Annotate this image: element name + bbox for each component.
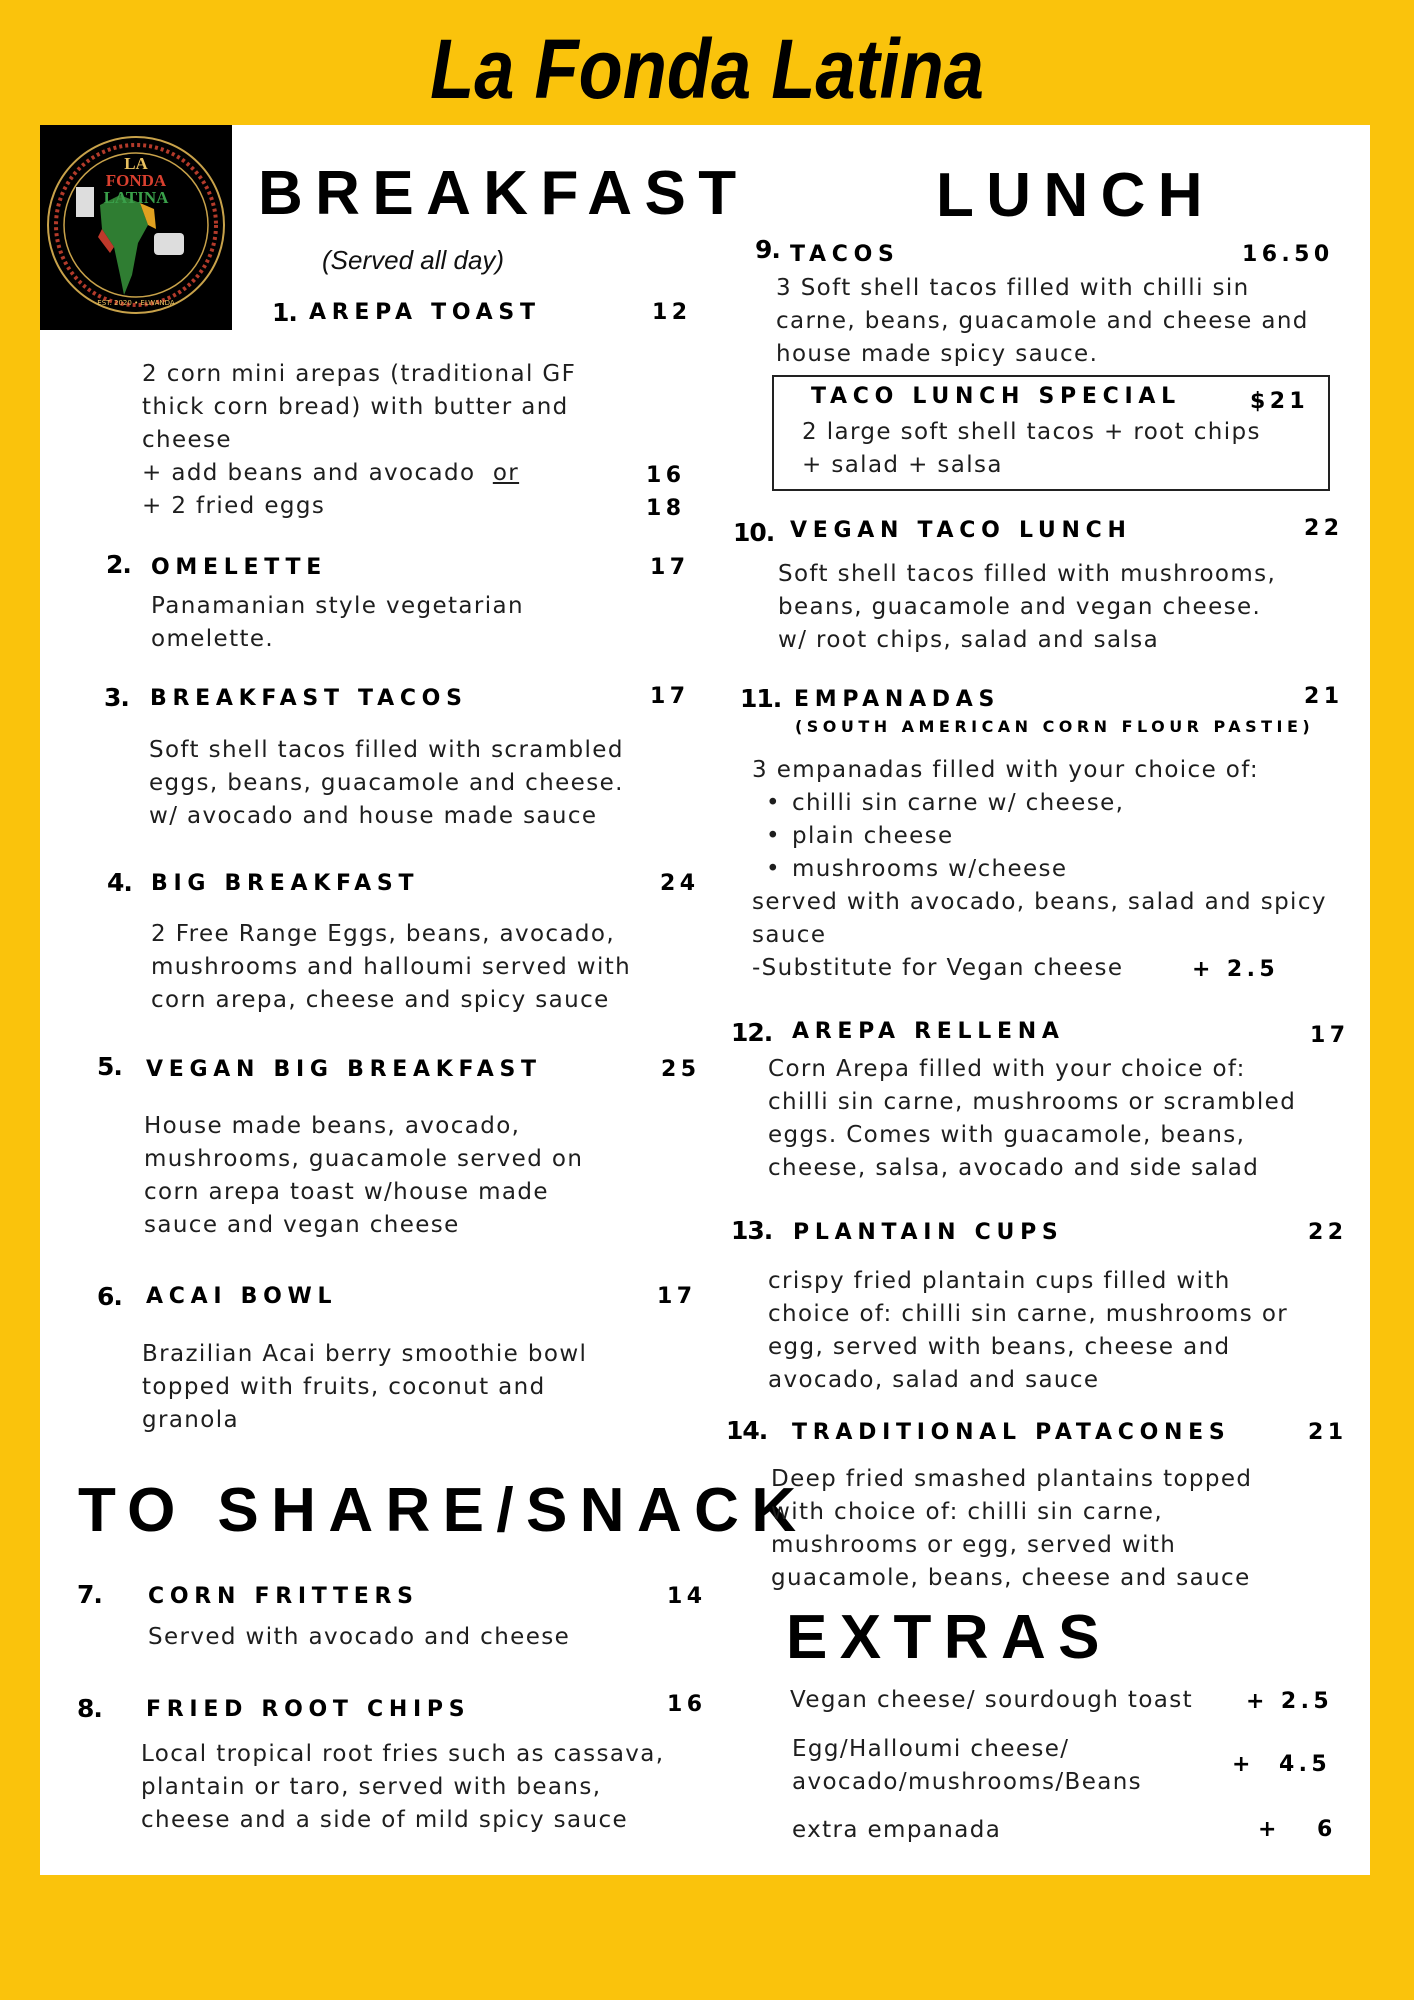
item-name: ACAI BOWL [146,1284,338,1309]
item-name: BREAKFAST TACOS [150,686,468,711]
item-number: 14. [726,1416,768,1445]
item-number: 2. [106,550,131,579]
item-number: 5. [97,1052,122,1081]
item-description: Corn Arepa filled with your choice of: chilli sin carne, mushrooms or scrambled eggs. Comes with guacamole, beans, cheese, salsa, avocado and side salad [768,1056,1297,1181]
logo-text-la: LA [124,154,148,173]
logo-text-fonda: FONDA [105,171,167,190]
item-description: Soft shell tacos filled with mushrooms, beans, guacamole and vegan cheese. w/ root chips, salad and salsa [778,561,1277,653]
substitute-label: -Substitute for Vegan cheese [752,955,1124,981]
special-name: TACO LUNCH SPECIAL [811,384,1181,409]
filling-option: • chilli sin carne w/ cheese, [752,787,1327,820]
item-price: 16 [667,1692,707,1717]
breakfast-subheading: (Served all day) [322,245,505,275]
item-number: 10. [733,518,775,547]
item-number: 12. [731,1018,773,1047]
item-description: Deep fried smashed plantains topped with choice of: chilli sin carne, mushrooms or egg, served with guacamole, beans, cheese and sauce [771,1466,1253,1591]
item-price: 22 [1308,1220,1348,1245]
item-name: PLANTAIN CUPS [793,1220,1064,1245]
item-number: 7. [77,1580,102,1609]
item-description: Brazilian Acai berry smoothie bowl topped with fruits, coconut and granola [142,1341,588,1433]
extra-price: + 4.5 [1232,1752,1332,1777]
share-heading: TO SHARE/SNACK [78,1476,809,1545]
substitute-price: + 2.5 [1192,957,1280,982]
item-price: 17 [650,684,690,709]
item-name: AREPA RELLENA [792,1019,1065,1044]
item-description: Local tropical root fries such as cassava, plantain or taro, served with beans, cheese and a side of mild spicy sauce [141,1741,665,1833]
restaurant-logo [40,125,232,330]
item-description: 3 empanadas filled with your choice of: • chilli sin carne w/ cheese, • plain cheese • mushrooms w/cheese served with avocado, beans, salad and spicy sauce -Substitute for Vegan cheese [752,754,1327,985]
item-name: BIG BREAKFAST [151,871,420,896]
item-price: 22 [1304,516,1344,541]
item-price: 21 [1308,1420,1348,1445]
addon-label: + add beans and avocado [142,460,476,486]
addon-price: 18 [646,496,686,521]
addon-or: or [492,460,520,486]
special-price: $21 [1250,389,1310,414]
item-description: 2 corn mini arepas (traditional GF thick corn bread) with butter and cheese + add beans and avocado or + 2 fried eggs [142,358,576,523]
item-number: 11. [740,684,782,713]
restaurant-title: La Fonda Latina [430,22,984,116]
item-name: AREPA TOAST [309,300,541,325]
filling-option: • mushrooms w/cheese [752,853,1327,886]
addon-price: 16 [646,463,686,488]
item-description: House made beans, avocado, mushrooms, guacamole served on corn arepa toast w/house made sauce and vegan cheese [144,1113,584,1238]
item-price: 21 [1304,684,1344,709]
item-number: 6. [97,1282,122,1311]
item-description: Panamanian style vegetarian omelette. [151,593,524,652]
addon-label: + 2 fried eggs [142,493,326,519]
item-price: 17 [650,555,690,580]
filling-option: • plain cheese [752,820,1327,853]
item-price: 12 [652,300,692,325]
item-description: crispy fried plantain cups filled with choice of: chilli sin carne, mushrooms or egg, served with beans, cheese and avocado, salad and sauce [768,1268,1289,1393]
extra-label: Vegan cheese/ sourdough toast [790,1687,1194,1713]
item-price: 16.50 [1242,242,1334,267]
item-name: VEGAN TACO LUNCH [790,518,1132,543]
item-name: CORN FRITTERS [148,1584,419,1609]
item-price: 17 [657,1284,697,1309]
item-description: Served with avocado and cheese [148,1624,571,1650]
item-price: 25 [661,1057,701,1082]
item-name: FRIED ROOT CHIPS [146,1697,471,1722]
item-number: 1. [272,298,297,327]
item-price: 14 [667,1584,707,1609]
logo-ring-text: EST. 2020 • ELWANDA [97,299,175,307]
item-description: Soft shell tacos filled with scrambled eggs, beans, guacamole and cheese. w/ avocado and house made sauce [149,737,624,829]
breakfast-heading: BREAKFAST [258,159,749,228]
logo-text-latina: LATINA [103,188,169,207]
item-name: OMELETTE [151,555,327,580]
item-number: 9. [755,235,780,264]
extras-heading: EXTRAS [786,1603,1112,1672]
special-description: 2 large soft shell tacos + root chips + salad + salsa [802,419,1261,478]
item-number: 13. [731,1216,773,1245]
extra-label: Egg/Halloumi cheese/ avocado/mushrooms/Beans [792,1736,1143,1795]
extra-label: extra empanada [792,1817,1002,1843]
item-name: EMPANADAS [794,687,1001,712]
item-price: 17 [1310,1023,1350,1048]
item-number: 4. [107,868,132,897]
item-price: 24 [660,871,700,896]
item-number: 3. [104,683,129,712]
item-name: TACOS [790,242,900,267]
lunch-heading: LUNCH [936,161,1215,230]
item-name: TRADITIONAL PATACONES [792,1420,1231,1445]
item-name: VEGAN BIG BREAKFAST [146,1057,542,1082]
item-subtitle: (SOUTH AMERICAN CORN FLOUR PASTIE) [795,717,1315,736]
extra-price: + 6 [1258,1817,1337,1842]
item-description: 3 Soft shell tacos filled with chilli sin carne, beans, guacamole and cheese and house made spicy sauce. [776,275,1309,367]
item-number: 8. [77,1694,102,1723]
extra-price: + 2.5 [1246,1689,1334,1714]
item-description: 2 Free Range Eggs, beans, avocado, mushrooms and halloumi served with corn arepa, cheese and spicy sauce [151,921,632,1013]
